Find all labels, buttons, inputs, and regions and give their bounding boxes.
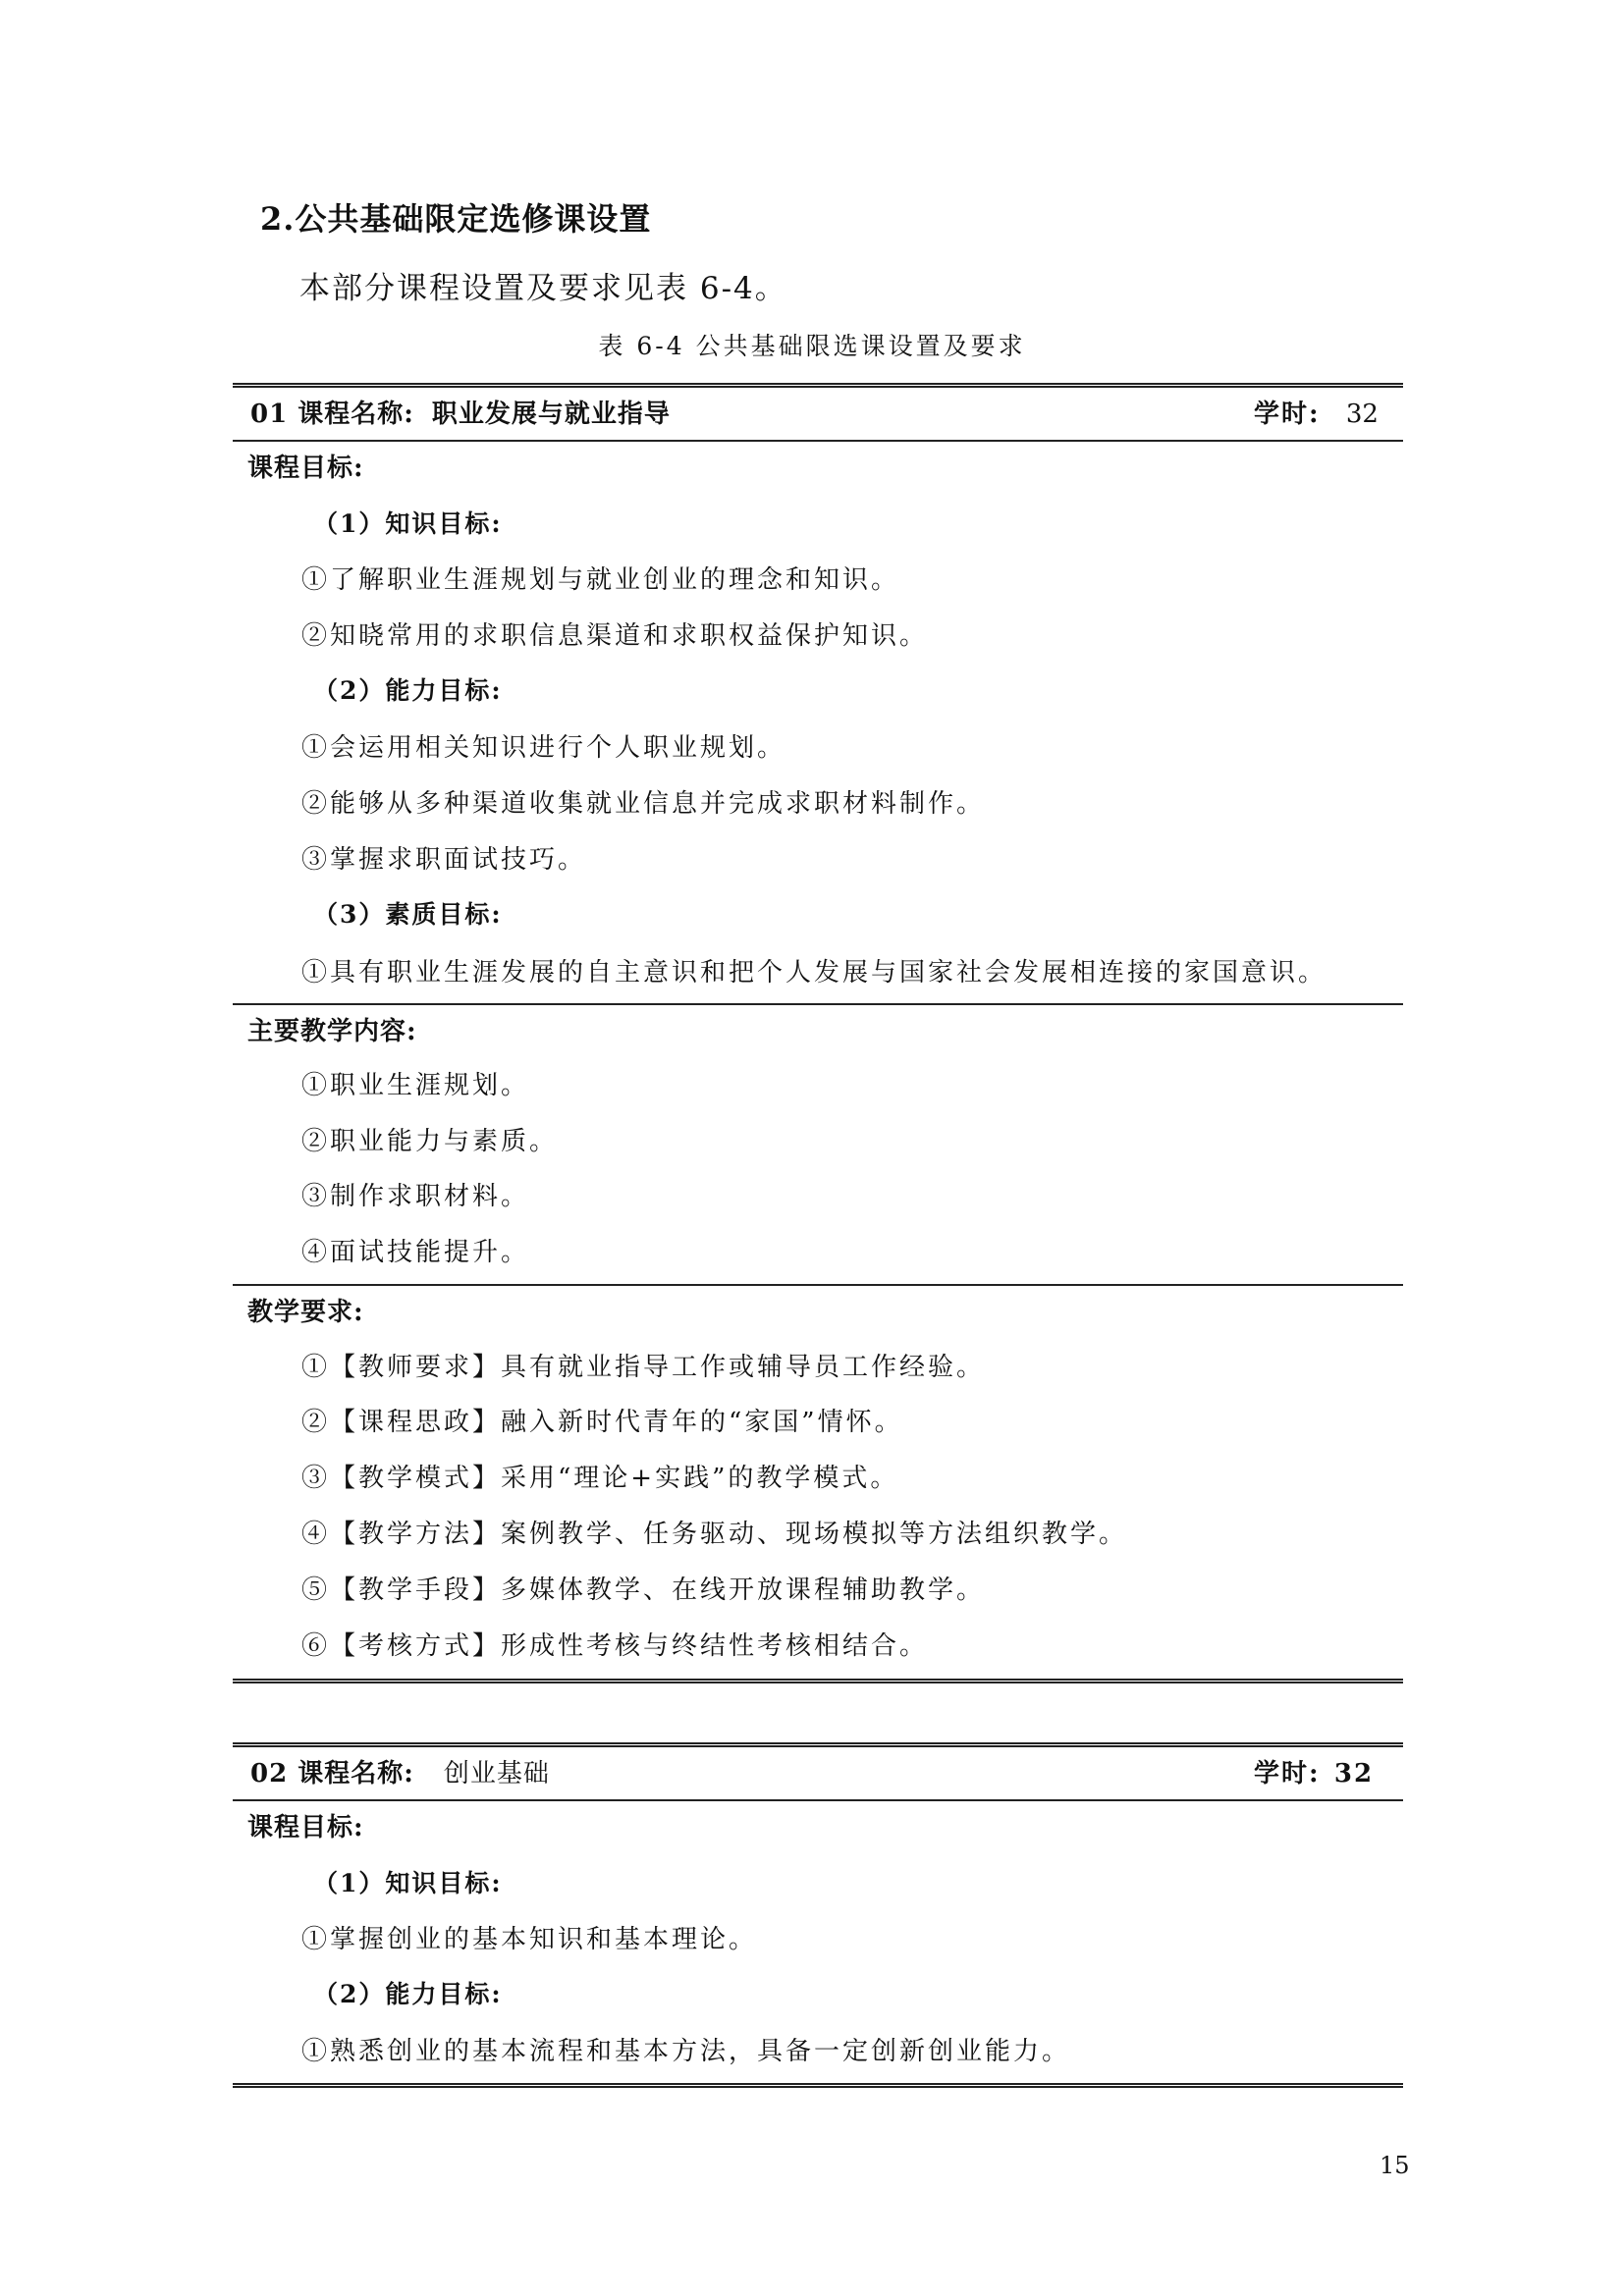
- objective-item: ③掌握求职面试技巧。: [301, 845, 587, 875]
- objective-item: ②知晓常用的求职信息渠道和求职权益保护知识。: [301, 621, 929, 651]
- table-bottom-rule: [233, 2083, 1403, 2088]
- objective-group-label: （2）能力目标:: [313, 676, 503, 705]
- table-bottom-rule: [233, 1679, 1403, 1683]
- objective-item: ①熟悉创业的基本流程和基本方法，具备一定创新创业能力。: [301, 2037, 1071, 2066]
- course-table-1: [233, 383, 1403, 1661]
- objective-group-label: （3）素质目标:: [313, 900, 503, 929]
- requirement-item: ⑤【教学手段】多媒体教学、在线开放课程辅助教学。: [301, 1575, 986, 1605]
- hours-value: 32: [1333, 1759, 1375, 1789]
- row-divider: [233, 1284, 1403, 1286]
- objective-item: ①会运用相关知识进行个人职业规划。: [301, 733, 786, 763]
- objective-item: ①掌握创业的基本知识和基本理论。: [301, 1925, 758, 1954]
- table-top-rule: [233, 383, 1403, 388]
- intro-paragraph: 本部分课程设置及要求见表 6-4。: [299, 271, 787, 306]
- objective-group-label: （2）能力目标:: [313, 1980, 503, 2008]
- course-title-row: [250, 1753, 550, 1789]
- content-item: ①职业生涯规划。: [301, 1071, 530, 1100]
- row-divider: [233, 440, 1403, 442]
- hours-value: 32: [1345, 400, 1379, 429]
- course-title-prefix: 02 课程名称:: [250, 1759, 414, 1789]
- course-hours: [1254, 1753, 1374, 1789]
- content-item: ③制作求职材料。: [301, 1182, 530, 1211]
- requirements-label: 教学要求:: [247, 1298, 364, 1327]
- content-item: ④面试技能提升。: [301, 1238, 530, 1267]
- section-heading: 2.公共基础限定选修课设置: [260, 200, 652, 238]
- row-divider: [233, 1799, 1403, 1801]
- requirement-item: ④【教学方法】案例教学、任务驱动、现场模拟等方法组织教学。: [301, 1520, 1128, 1549]
- objectives-label: 课程目标:: [247, 454, 364, 483]
- requirement-item: ③【教学模式】采用“理论+实践”的教学模式。: [301, 1464, 899, 1493]
- course-name: 创业基础: [443, 1759, 550, 1789]
- objective-item: ①了解职业生涯规划与就业创业的理念和知识。: [301, 565, 900, 595]
- course-table-2: [233, 1742, 1403, 2096]
- course-hours: [1254, 394, 1379, 430]
- objective-item: ①具有职业生涯发展的自主意识和把个人发展与国家社会发展相连接的家国意识。: [301, 958, 1327, 988]
- course-title-row: [250, 394, 671, 430]
- requirement-item: ②【课程思政】融入新时代青年的“家国”情怀。: [301, 1408, 903, 1437]
- objective-group-label: （1）知识目标:: [313, 1869, 503, 1897]
- content-item: ②职业能力与素质。: [301, 1127, 559, 1156]
- objective-item: ②能够从多种渠道收集就业信息并完成求职材料制作。: [301, 789, 986, 819]
- objective-group-label: （1）知识目标:: [313, 509, 503, 538]
- course-title-prefix: 01 课程名称:: [250, 400, 414, 429]
- table-caption: 表 6-4 公共基础限选课设置及要求: [598, 332, 1026, 360]
- table-top-rule: [233, 1742, 1403, 1747]
- course-name: 职业发展与就业指导: [431, 400, 671, 429]
- requirement-item: ①【教师要求】具有就业指导工作或辅导员工作经验。: [301, 1353, 986, 1382]
- page-number: 15: [1380, 2152, 1410, 2179]
- hours-label: 学时:: [1254, 400, 1321, 429]
- row-divider: [233, 1003, 1403, 1005]
- objectives-label: 课程目标:: [247, 1813, 364, 1842]
- requirement-item: ⑥【考核方式】形成性考核与终结性考核相结合。: [301, 1631, 929, 1661]
- content-label: 主要教学内容:: [247, 1017, 417, 1046]
- hours-label: 学时:: [1254, 1759, 1321, 1789]
